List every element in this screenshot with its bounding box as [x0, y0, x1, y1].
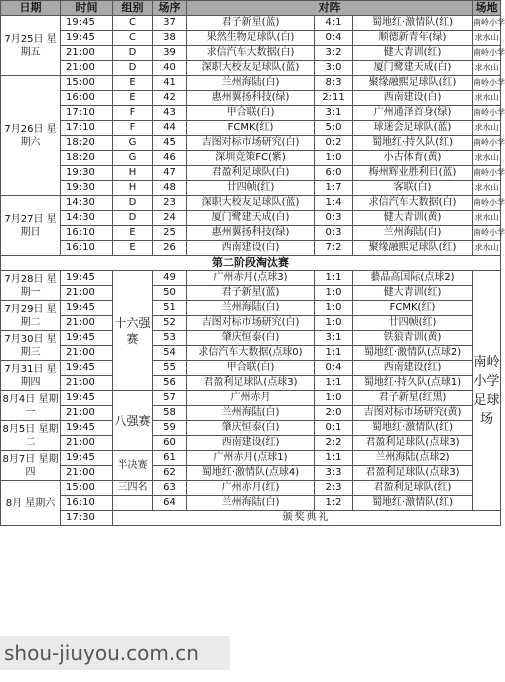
home-team: 深职大校友足球队(蓝) [187, 61, 315, 76]
home-team: 肇庆恒泰(白) [187, 421, 315, 436]
venue-cell: 南岭小学 [473, 106, 501, 121]
score-cell: 0:3 [315, 226, 353, 241]
venue-cell: 求水山 [473, 151, 501, 166]
time-cell: 19:30 [61, 166, 113, 181]
time-cell: 21:00 [61, 376, 113, 391]
score-cell: 1:1 [315, 451, 353, 466]
time-cell: 21:00 [61, 286, 113, 301]
home-team: 西南建设(红) [187, 436, 315, 451]
away-team: 吉图对标市场研究(黄) [353, 406, 473, 421]
match-cell: 24 [153, 211, 187, 226]
venue-cell: 南岭小学 [473, 16, 501, 31]
away-team: 聚缘融熙足球队(红) [353, 76, 473, 91]
time-cell: 14:30 [61, 211, 113, 226]
group-cell: E [113, 76, 153, 91]
time-cell: 17:10 [61, 121, 113, 136]
date-cell: 8月 星期六 [1, 481, 61, 526]
table-row [1, 391, 501, 406]
date-cell: 7月31日 星期四 [1, 361, 61, 391]
away-team: 西南建设(红) [353, 361, 473, 376]
match-cell: 26 [153, 241, 187, 256]
group-cell: F [113, 106, 153, 121]
table-row [1, 136, 501, 151]
score-cell: 3:2 [315, 46, 353, 61]
away-team: 君盈利足球队(红) [353, 481, 473, 496]
home-team: FCMK(红) [187, 121, 315, 136]
away-team: 藝晶高国际(点球2) [353, 271, 473, 286]
ceremony-row [1, 511, 501, 526]
home-team: 广州赤月 [187, 391, 315, 406]
home-team: 甲合联(白) [187, 361, 315, 376]
match-cell: 43 [153, 106, 187, 121]
round-qf: 八强赛 [113, 391, 153, 451]
table-row [1, 76, 501, 91]
time-cell: 16:10 [61, 226, 113, 241]
away-team: FCMK(红) [353, 301, 473, 316]
home-team: 求信汽车大数据(白) [187, 46, 315, 61]
match-cell: 44 [153, 121, 187, 136]
home-team: 广州赤月(点球1) [187, 451, 315, 466]
match-cell: 59 [153, 421, 187, 436]
score-cell: 0:1 [315, 421, 353, 436]
group-cell: D [113, 211, 153, 226]
ceremony-label: 颁奖典礼 [113, 511, 501, 526]
table-row [1, 361, 501, 376]
match-cell: 56 [153, 376, 187, 391]
table-row [1, 451, 501, 466]
match-cell: 58 [153, 406, 187, 421]
time-cell: 19:45 [61, 31, 113, 46]
date-cell: 8月4日 星期一 [1, 391, 61, 421]
away-team: 健大青训(红) [353, 286, 473, 301]
table-row [1, 91, 501, 106]
time-cell: 21:00 [61, 466, 113, 481]
away-team: 客联(白) [353, 181, 473, 196]
home-team: 廿四帧(红) [187, 181, 315, 196]
table-row [1, 61, 501, 76]
table-row [1, 331, 501, 346]
stage-two-title: 第二阶段淘汰赛 [1, 256, 501, 271]
match-cell: 25 [153, 226, 187, 241]
away-team: 蜀地红·激情队(点球2) [353, 346, 473, 361]
away-team: 蜀地红·激情队(红) [353, 496, 473, 511]
time-cell: 19:45 [61, 421, 113, 436]
match-cell: 45 [153, 136, 187, 151]
group-cell: D [113, 196, 153, 211]
table-row [1, 211, 501, 226]
match-cell: 23 [153, 196, 187, 211]
table-row [1, 16, 501, 31]
away-team: 君子新星(红黑) [353, 391, 473, 406]
time-cell: 16:00 [61, 91, 113, 106]
table-row [1, 241, 501, 256]
away-team: 蜀地红·激情队(红) [353, 16, 473, 31]
match-cell: 52 [153, 316, 187, 331]
home-team: 广州赤月(点球3) [187, 271, 315, 286]
group-cell: H [113, 166, 153, 181]
header-time: 时间 [61, 1, 113, 16]
score-cell: 6:0 [315, 166, 353, 181]
table-row [1, 271, 501, 286]
score-cell: 2:11 [315, 91, 353, 106]
time-cell: 19:30 [61, 181, 113, 196]
score-cell: 2:3 [315, 481, 353, 496]
time-cell: 19:45 [61, 271, 113, 286]
score-cell: 8:3 [315, 76, 353, 91]
away-team: 厦门鹭建天成(白) [353, 61, 473, 76]
away-team: 健大青训(黄) [353, 211, 473, 226]
table-row [1, 316, 501, 331]
score-cell: 3:1 [315, 331, 353, 346]
table-row [1, 106, 501, 121]
time-cell: 19:45 [61, 391, 113, 406]
match-cell: 61 [153, 451, 187, 466]
table-row [1, 46, 501, 61]
match-cell: 53 [153, 331, 187, 346]
away-team: 兰州海陆(白) [353, 226, 473, 241]
home-team: 甲合联(白) [187, 106, 315, 121]
table-row [1, 166, 501, 181]
watermark [0, 636, 230, 670]
table-row [1, 406, 501, 421]
home-team: 肇庆恒泰(白) [187, 331, 315, 346]
score-cell: 1:0 [315, 286, 353, 301]
round-final [113, 496, 153, 511]
match-cell: 60 [153, 436, 187, 451]
home-team: 西南建设(白) [187, 241, 315, 256]
away-team: 君盈利足球队(点球3) [353, 466, 473, 481]
table-row [1, 346, 501, 361]
time-cell: 18:20 [61, 151, 113, 166]
time-cell: 19:45 [61, 16, 113, 31]
table-row [1, 181, 501, 196]
score-cell: 0:3 [315, 211, 353, 226]
date-cell: 8月7日 星期四 [1, 451, 61, 481]
score-cell: 2:0 [315, 406, 353, 421]
group-cell: D [113, 61, 153, 76]
home-team: 惠州翼扬科技(绿) [187, 226, 315, 241]
away-team: 兰州海陆(点球2) [353, 451, 473, 466]
score-cell: 1:0 [315, 301, 353, 316]
venue-cell: 南岭小学 [473, 76, 501, 91]
home-team: 君盈利足球队(点球3) [187, 376, 315, 391]
away-team: 聚缘融熙足球队(红) [353, 241, 473, 256]
table-row [1, 301, 501, 316]
time-cell: 18:20 [61, 136, 113, 151]
round-r16: 十六强赛 [113, 271, 153, 391]
home-team: 蜀地红·激情队(点球4) [187, 466, 315, 481]
home-team: 深职大校友足球队(蓝) [187, 196, 315, 211]
match-cell: 57 [153, 391, 187, 406]
match-cell: 38 [153, 31, 187, 46]
venue-cell: 南岭小学 [473, 136, 501, 151]
score-cell: 7:2 [315, 241, 353, 256]
away-team: 铁狼青训(黄) [353, 331, 473, 346]
time-cell: 21:00 [61, 406, 113, 421]
venue-cell: 求水山 [473, 241, 501, 256]
home-team: 君子新星(蓝) [187, 16, 315, 31]
date-cell: 7月27日 星期日 [1, 196, 61, 256]
score-cell: 1:1 [315, 376, 353, 391]
venue-cell: 求水山 [473, 181, 501, 196]
venue-knockout: 南岭小学足球场 [473, 271, 501, 511]
away-team: 蜀地红·持久队(红) [353, 136, 473, 151]
home-team: 兰州海陆(白) [187, 301, 315, 316]
time-cell: 21:00 [61, 46, 113, 61]
home-team: 惠州翼扬科技(绿) [187, 91, 315, 106]
away-team: 求信汽车大数据(白) [353, 196, 473, 211]
match-cell: 42 [153, 91, 187, 106]
ceremony-time: 17:30 [61, 511, 113, 526]
match-cell: 40 [153, 61, 187, 76]
table-row [1, 466, 501, 481]
away-team: 蜀地红·激情队(红) [353, 421, 473, 436]
header-row [1, 1, 501, 16]
score-cell: 2:2 [315, 436, 353, 451]
time-cell: 21:00 [61, 346, 113, 361]
score-cell: 1:1 [315, 346, 353, 361]
time-cell: 15:00 [61, 76, 113, 91]
score-cell: 0:4 [315, 361, 353, 376]
away-team: 西南建设(白) [353, 91, 473, 106]
score-cell: 1:1 [315, 271, 353, 286]
venue-cell: 求水山 [473, 31, 501, 46]
match-cell: 62 [153, 466, 187, 481]
score-cell: 3:1 [315, 106, 353, 121]
venue-cell: 南岭小学 [473, 196, 501, 211]
date-cell: 7月26日 星期六 [1, 76, 61, 196]
stage-two-row [1, 256, 501, 271]
home-team: 吉图对标市场研究(白) [187, 136, 315, 151]
venue-cell: 求水山 [473, 61, 501, 76]
venue-cell: 南岭小学 [473, 226, 501, 241]
match-cell: 37 [153, 16, 187, 31]
score-cell: 1:0 [315, 316, 353, 331]
table-row [1, 121, 501, 136]
time-cell: 19:45 [61, 301, 113, 316]
time-cell: 19:45 [61, 331, 113, 346]
time-cell: 21:00 [61, 61, 113, 76]
group-cell: E [113, 226, 153, 241]
group-cell: F [113, 121, 153, 136]
group-cell: E [113, 91, 153, 106]
score-cell: 1:0 [315, 151, 353, 166]
round-sf: 半决赛 [113, 451, 153, 481]
away-team: 广州通泽首身(绿) [353, 106, 473, 121]
match-cell: 55 [153, 361, 187, 376]
score-cell: 0:4 [315, 31, 353, 46]
match-cell: 63 [153, 481, 187, 496]
home-team: 求信汽车大数据(点球0) [187, 346, 315, 361]
round-third: 三四名 [113, 481, 153, 496]
home-team: 兰州海陆(白) [187, 76, 315, 91]
table-row [1, 496, 501, 511]
home-team: 果然生物足球队(白) [187, 31, 315, 46]
date-cell: 7月29日 星期二 [1, 301, 61, 331]
header-date: 日期 [1, 1, 61, 16]
away-team: 君盈利足球队(点球3) [353, 436, 473, 451]
group-cell: C [113, 16, 153, 31]
match-cell: 51 [153, 301, 187, 316]
table-row [1, 31, 501, 46]
match-cell: 46 [153, 151, 187, 166]
match-cell: 41 [153, 76, 187, 91]
score-cell: 5:0 [315, 121, 353, 136]
score-cell: 1:2 [315, 496, 353, 511]
score-cell: 1:4 [315, 196, 353, 211]
score-cell: 0:2 [315, 136, 353, 151]
home-team: 兰州海陆(白) [187, 496, 315, 511]
venue-cell: 南岭小学 [473, 46, 501, 61]
table-row [1, 481, 501, 496]
time-cell: 14:30 [61, 196, 113, 211]
group-cell: E [113, 241, 153, 256]
venue-cell: 求水山 [473, 121, 501, 136]
score-cell: 3:3 [315, 466, 353, 481]
score-cell: 4:1 [315, 16, 353, 31]
away-team: 梅州辉业胜利日(蓝) [353, 166, 473, 181]
table-row [1, 376, 501, 391]
match-cell: 49 [153, 271, 187, 286]
match-cell: 48 [153, 181, 187, 196]
away-team: 小古体育(黄) [353, 151, 473, 166]
match-cell: 39 [153, 46, 187, 61]
away-team: 蜀地红·持久队(点球1) [353, 376, 473, 391]
table-row [1, 196, 501, 211]
group-cell: H [113, 181, 153, 196]
match-cell: 50 [153, 286, 187, 301]
time-cell: 15:00 [61, 481, 113, 496]
away-team: 健大青训(红) [353, 46, 473, 61]
table-row [1, 436, 501, 451]
table-row [1, 421, 501, 436]
venue-cell: 求水山 [473, 211, 501, 226]
time-cell: 21:00 [61, 316, 113, 331]
venue-cell: 求水山 [473, 91, 501, 106]
home-team: 君盈利足球队(白) [187, 166, 315, 181]
header-match: 场序 [153, 1, 187, 16]
home-team: 厦门鹭建天成(白) [187, 211, 315, 226]
home-team: 兰州海陆(白) [187, 406, 315, 421]
watermark-text: shou-jiuyou.com.cn [4, 641, 199, 665]
match-cell: 64 [153, 496, 187, 511]
group-cell: D [113, 46, 153, 61]
time-cell: 21:00 [61, 436, 113, 451]
away-team: 球迷会足球队(蓝) [353, 121, 473, 136]
home-team: 吉图对标市场研究(白) [187, 316, 315, 331]
venue-cell: 南岭小学 [473, 166, 501, 181]
time-cell: 16:10 [61, 241, 113, 256]
away-team: 顺德新青年(绿) [353, 31, 473, 46]
home-team: 深圳竞策FC(紫) [187, 151, 315, 166]
table-row [1, 286, 501, 301]
match-cell: 47 [153, 166, 187, 181]
group-cell: G [113, 151, 153, 166]
date-cell: 7月25日 星期五 [1, 16, 61, 76]
match-cell: 54 [153, 346, 187, 361]
score-cell: 3:0 [315, 61, 353, 76]
score-cell: 1:7 [315, 181, 353, 196]
table-row [1, 151, 501, 166]
date-cell: 8月5日 星期二 [1, 421, 61, 451]
table-row [1, 226, 501, 241]
date-cell: 7月28日 星期一 [1, 271, 61, 301]
group-cell: G [113, 136, 153, 151]
time-cell: 17:10 [61, 106, 113, 121]
header-vs: 对阵 [187, 1, 473, 16]
home-team: 君子新星(蓝) [187, 286, 315, 301]
header-group: 组别 [113, 1, 153, 16]
time-cell: 16:10 [61, 496, 113, 511]
date-cell: 7月30日 星期三 [1, 331, 61, 361]
header-venue: 场地 [473, 1, 501, 16]
group-cell: C [113, 31, 153, 46]
home-team: 广州赤月(红) [187, 481, 315, 496]
score-cell: 1:0 [315, 391, 353, 406]
away-team: 廿四帧(红) [353, 316, 473, 331]
time-cell: 19:45 [61, 361, 113, 376]
time-cell: 19:45 [61, 451, 113, 466]
